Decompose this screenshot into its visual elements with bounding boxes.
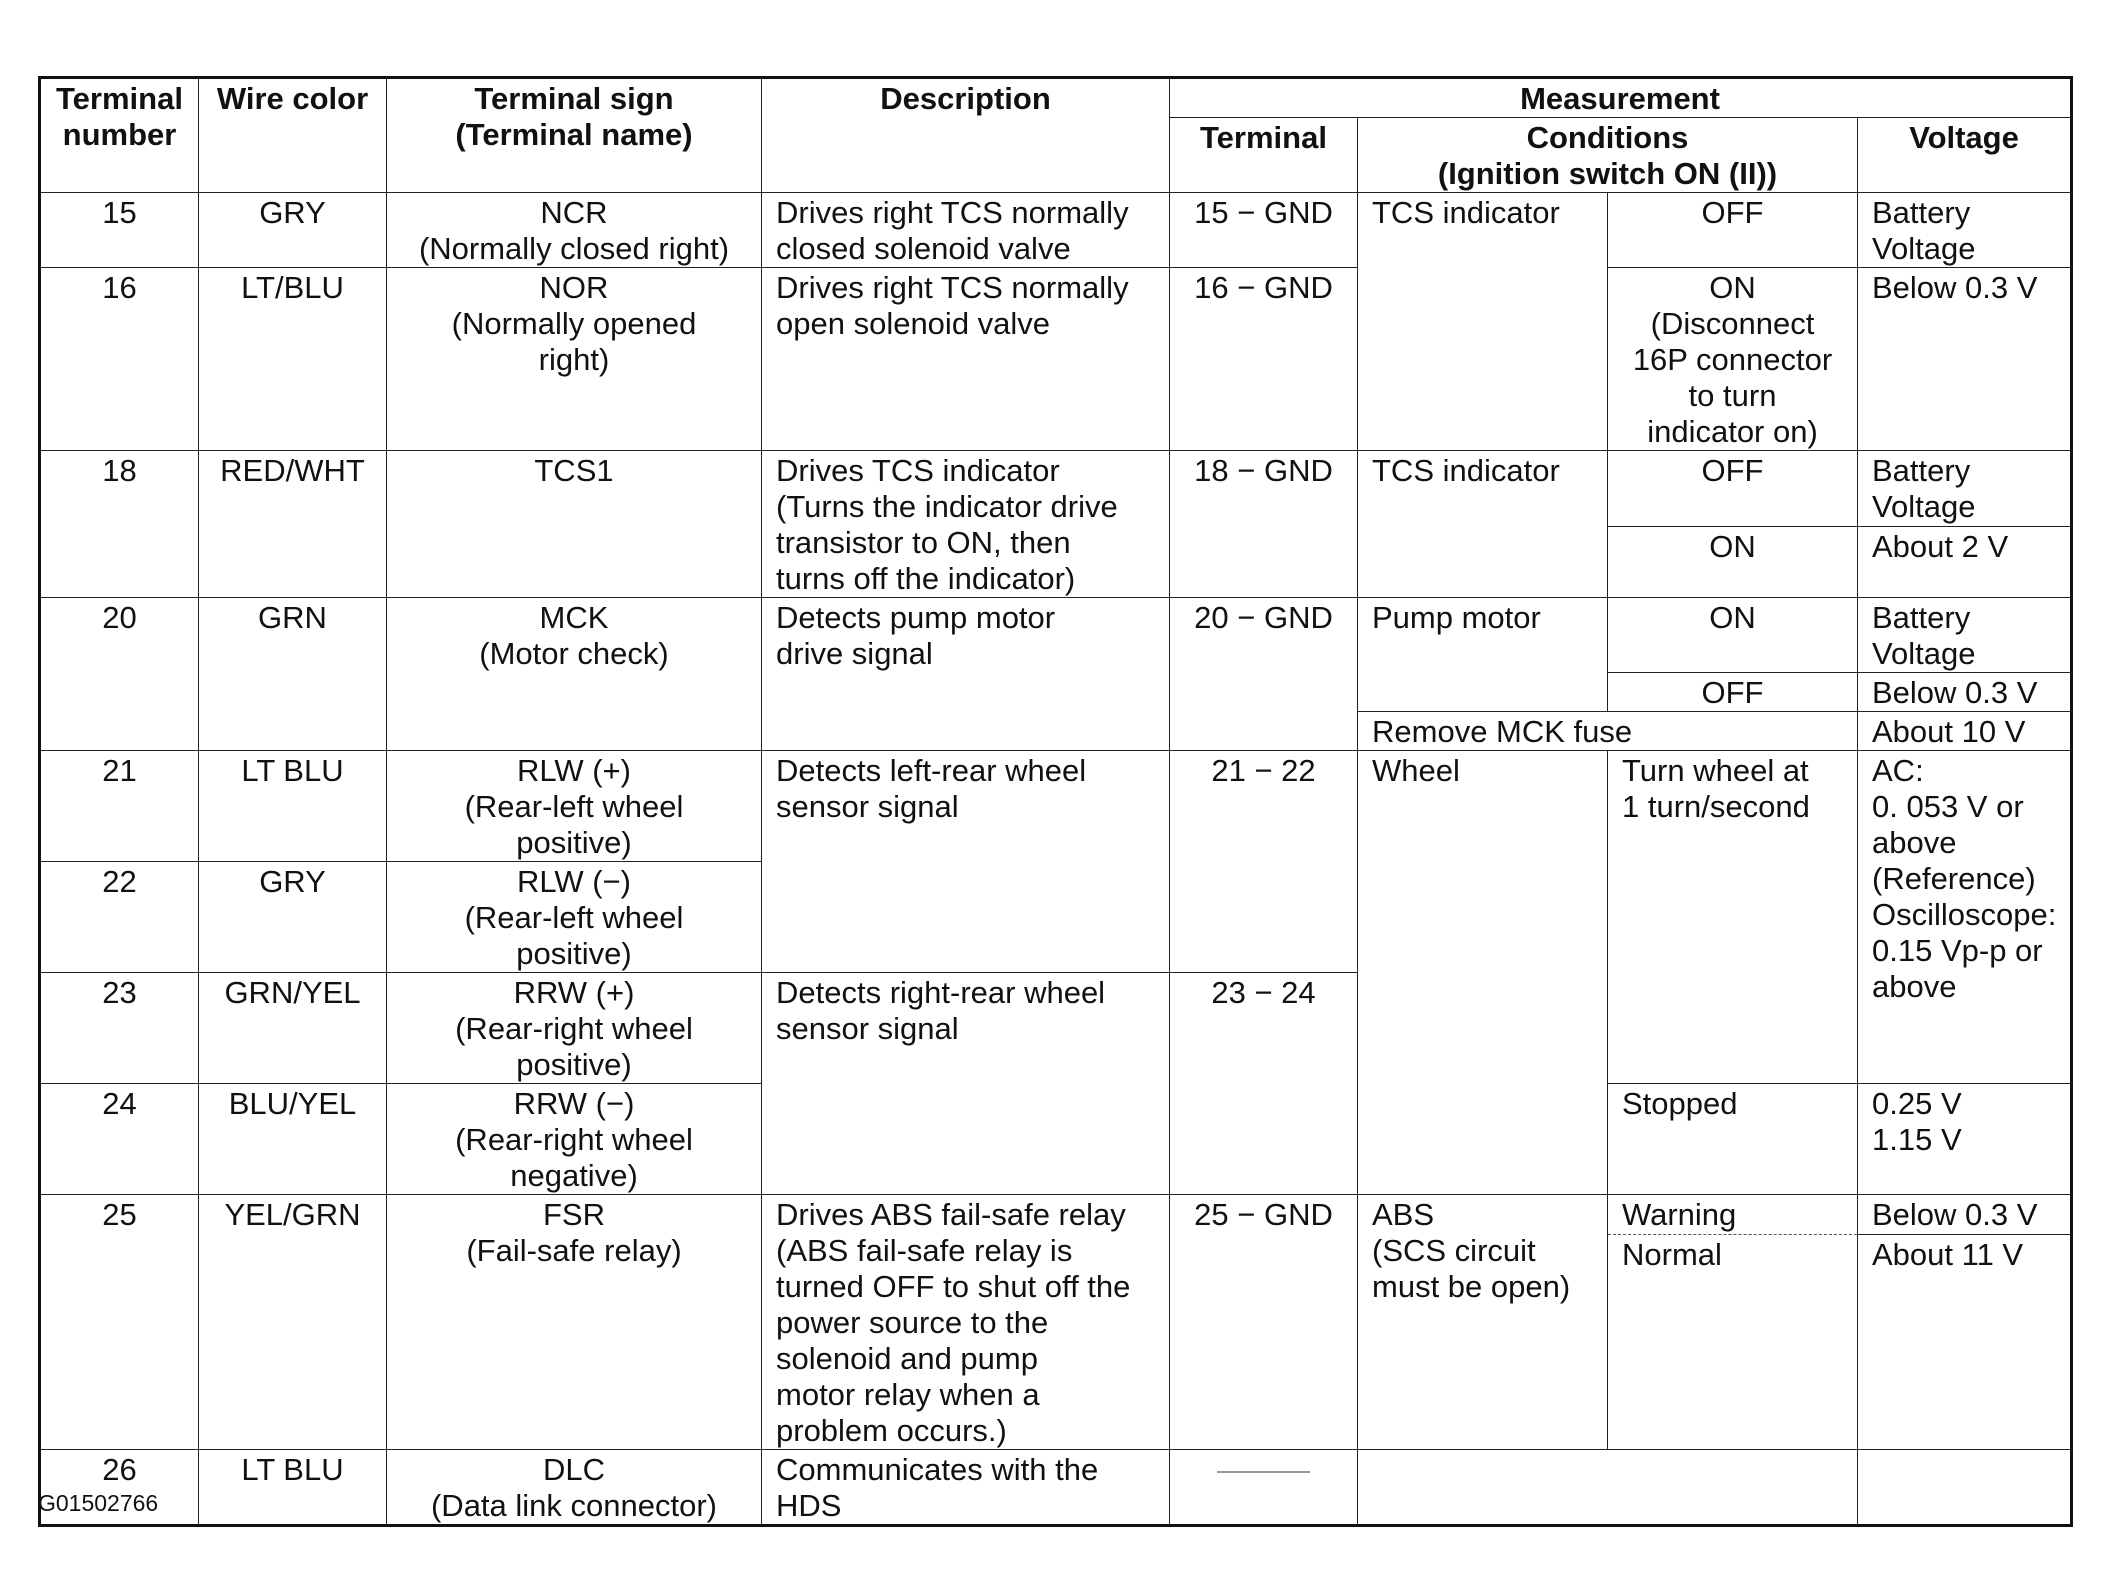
measure-terminal: 18 − GND [1170,451,1358,598]
measure-terminal: 21 − 22 [1170,751,1358,973]
terminal-number: 22 [40,862,199,973]
description: Detects right-rear wheel sensor signal [762,973,1170,1195]
figure-id: G01502766 [38,1490,159,1516]
header-voltage: Voltage [1858,118,2072,193]
terminal-number: 15 [40,193,199,268]
condition-state: Warning [1608,1195,1858,1235]
voltage: Battery Voltage [1858,451,2072,527]
wire-color: LT BLU [199,751,387,862]
measure-terminal: 23 − 24 [1170,973,1358,1195]
header-conditions: Conditions (Ignition switch ON (II)) [1358,118,1858,193]
description: Detects pump motor drive signal [762,598,1170,751]
voltage: 0.25 V 1.15 V [1858,1084,2072,1195]
condition-state: ON [1608,527,1858,598]
condition-state: Normal [1608,1234,1858,1449]
header-measurement: Measurement [1170,78,2072,118]
terminal-number: 16 [40,268,199,451]
wire-color: GRY [199,193,387,268]
measure-terminal: 25 − GND [1170,1195,1358,1450]
description: Detects left-rear wheel sensor signal [762,751,1170,973]
terminal-sign: RLW (−) (Rear-left wheel positive) [387,862,762,973]
voltage: Below 0.3 V [1858,1195,2072,1235]
header-terminal-sign: Terminal sign (Terminal name) [387,78,762,193]
wire-color: BLU/YEL [199,1084,387,1195]
terminal-sign: NOR (Normally opened right) [387,268,762,451]
wire-color: GRY [199,862,387,973]
description: Drives ABS fail-safe relay (ABS fail-safe relay is turned OFF to shut off the power source to the solenoid and pump motor relay when a problem occurs.) [762,1195,1170,1450]
terminal-number: 21 [40,751,199,862]
description: Drives right TCS normally open solenoid valve [762,268,1170,451]
condition-state: ON [1608,598,1858,673]
voltage: AC: 0. 053 V or above (Reference) Oscilloscope: 0.15 Vp-p or above [1858,751,2072,1084]
terminal-number: 24 [40,1084,199,1195]
wire-color: GRN [199,598,387,751]
condition-state: OFF [1608,451,1858,527]
terminal-number: 20 [40,598,199,751]
terminal-sign: RRW (+) (Rear-right wheel positive) [387,973,762,1084]
header-wire-color: Wire color [199,78,387,193]
condition-state: OFF [1608,193,1858,268]
measure-terminal: 20 − GND [1170,598,1358,751]
voltage: About 10 V [1858,712,2072,751]
terminal-sign: FSR (Fail-safe relay) [387,1195,762,1450]
terminal-sign: RLW (+) (Rear-left wheel positive) [387,751,762,862]
terminal-sign: DLC (Data link connector) [387,1450,762,1526]
condition-empty [1358,1450,1858,1526]
terminal-sign: TCS1 [387,451,762,598]
table-row [40,751,2072,862]
measure-terminal: 16 − GND [1170,268,1358,451]
wire-color: RED/WHT [199,451,387,598]
condition-state: Stopped [1608,1084,1858,1195]
voltage: Battery Voltage [1858,598,2072,673]
condition: TCS indicator [1358,193,1608,451]
voltage: Below 0.3 V [1858,673,2072,712]
voltage: Battery Voltage [1858,193,2072,268]
terminal-number: 23 [40,973,199,1084]
table-row [40,598,2072,673]
voltage: About 2 V [1858,527,2072,598]
condition: Wheel [1358,751,1608,1195]
table-row [40,1450,2072,1526]
condition-state: OFF [1608,673,1858,712]
condition-state: Turn wheel at 1 turn/second [1608,751,1858,1084]
description: Drives TCS indicator (Turns the indicator drive transistor to ON, then turns off the indicator) [762,451,1170,598]
description: Communicates with the HDS [762,1450,1170,1526]
header-terminal-number: Terminal number [40,78,199,193]
voltage: About 11 V [1858,1234,2072,1449]
wire-color: YEL/GRN [199,1195,387,1450]
voltage-empty [1858,1450,2072,1526]
wire-color: GRN/YEL [199,973,387,1084]
condition: Remove MCK fuse [1358,712,1858,751]
measure-terminal: ——— [1170,1450,1358,1526]
header-terminal: Terminal [1170,118,1358,193]
terminal-sign: MCK (Motor check) [387,598,762,751]
description: Drives right TCS normally closed solenoid valve [762,193,1170,268]
table-row [40,1195,2072,1235]
header-description: Description [762,78,1170,193]
voltage: Below 0.3 V [1858,268,2072,451]
wire-color: LT/BLU [199,268,387,451]
table-row [40,268,2072,451]
terminal-number: 18 [40,451,199,598]
table-row [40,193,2072,268]
condition-state: ON (Disconnect 16P connector to turn indicator on) [1608,268,1858,451]
terminal-sign: NCR (Normally closed right) [387,193,762,268]
condition: Pump motor [1358,598,1608,712]
terminal-number: 26 [40,1450,199,1526]
table-row [40,451,2072,527]
condition: TCS indicator [1358,451,1608,598]
terminal-sign: RRW (−) (Rear-right wheel negative) [387,1084,762,1195]
terminal-number: 25 [40,1195,199,1450]
wire-color: LT BLU [199,1450,387,1526]
terminal-spec-table [38,76,2073,1527]
condition: ABS (SCS circuit must be open) [1358,1195,1608,1450]
measure-terminal: 15 − GND [1170,193,1358,268]
